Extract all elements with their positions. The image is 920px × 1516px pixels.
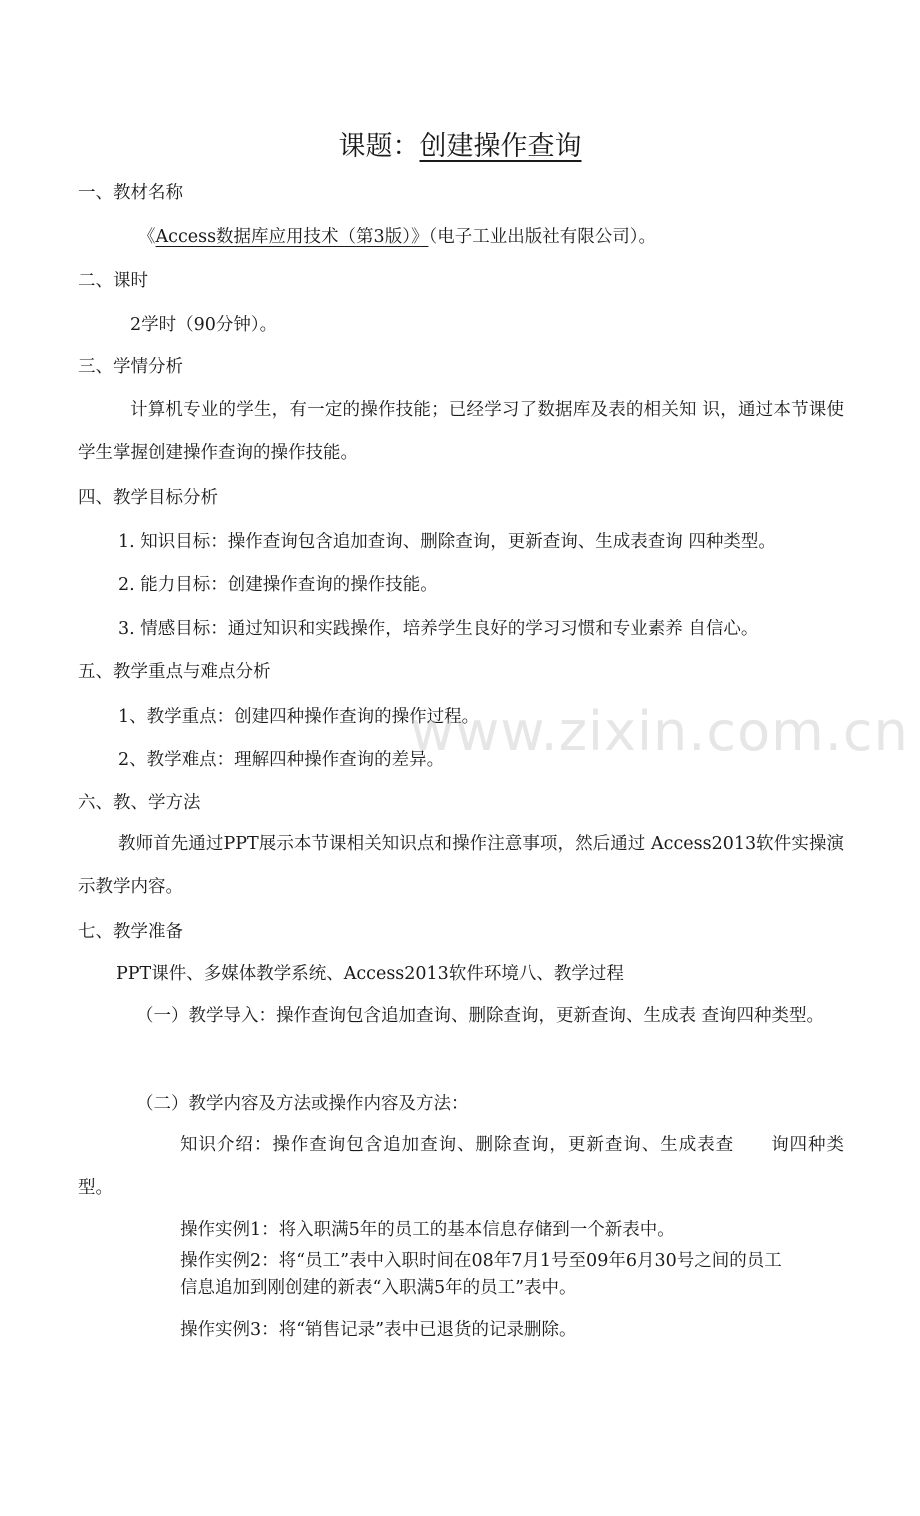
key-point-item: 1、教学重点：创建四种操作查询的操作过程。 [118,707,480,727]
section-heading-student-analysis: 三、学情分析 [78,357,183,377]
process-intro: （一）教学导入：操作查询包含追加查询、删除查询，更新查询、生成表 查询四种类型。 [136,1006,825,1026]
hours-text: 2学时（90分钟）。 [130,315,278,335]
textbook-publisher: （电子工业出版社有限公司）。 [428,227,656,247]
textbook-open-bracket: 《 [138,227,156,247]
watermark: www.zixin.com.cn [410,700,909,763]
page-title [0,128,920,166]
section-heading-key-points: 五、教学重点与难点分析 [78,662,271,682]
objective-item: 3. 情感目标：通过知识和实践操作，培养学生良好的学习习惯和专业素养 自信心。 [118,619,759,639]
textbook-line [138,225,656,249]
key-point-item: 2、教学难点：理解四种操作查询的差异。 [118,750,445,770]
textbook-title: Access数据库应用技术（第3版）》 [155,227,429,247]
objective-item: 2. 能力目标：创建操作查询的操作技能。 [118,575,438,595]
preparation-text: PPT课件、多媒体教学系统、Access2013软件环境八、教学过程 [116,964,624,984]
section-heading-preparation: 七、教学准备 [78,922,183,942]
example-item: 操作实例1：将入职满5年的员工的基本信息存储到一个新表中。 [180,1220,675,1240]
title-prefix: 课题： [338,131,420,162]
title-topic: 创建操作查询 [419,131,582,162]
section-heading-hours: 二、课时 [78,271,148,291]
example-item: 操作实例2：将“员工”表中入职时间在08年7月1号至09年6月30号之间的员工 [180,1251,782,1271]
objective-item: 1. 知识目标：操作查询包含追加查询、删除查询，更新查询、生成表查询 四种类型。 [118,532,776,552]
methods-text: 教师首先通过PPT展示本节课相关知识点和操作注意事项，然后通过 Access2013软件实操演示教学内容。 [78,834,844,897]
process-content-heading: （二）教学内容及方法或操作内容及方法： [136,1094,469,1114]
section-heading-objectives: 四、教学目标分析 [78,488,218,508]
knowledge-intro: 知识介绍：操作查询包含追加查询、删除查询，更新查询、生成表查 询四种类型。 [78,1135,844,1198]
section-heading-methods: 六、教、学方法 [78,793,201,813]
section-heading-textbook: 一、教材名称 [78,183,183,203]
example-item: 信息追加到刚创建的新表“入职满5年的员工”表中。 [180,1278,577,1298]
example-item: 操作实例3：将“销售记录”表中已退货的记录删除。 [180,1320,577,1340]
student-analysis-text: 计算机专业的学生，有一定的操作技能；已经学习了数据库及表的相关知 识，通过本节课使学生掌握创建操作查询的操作技能。 [78,400,844,463]
